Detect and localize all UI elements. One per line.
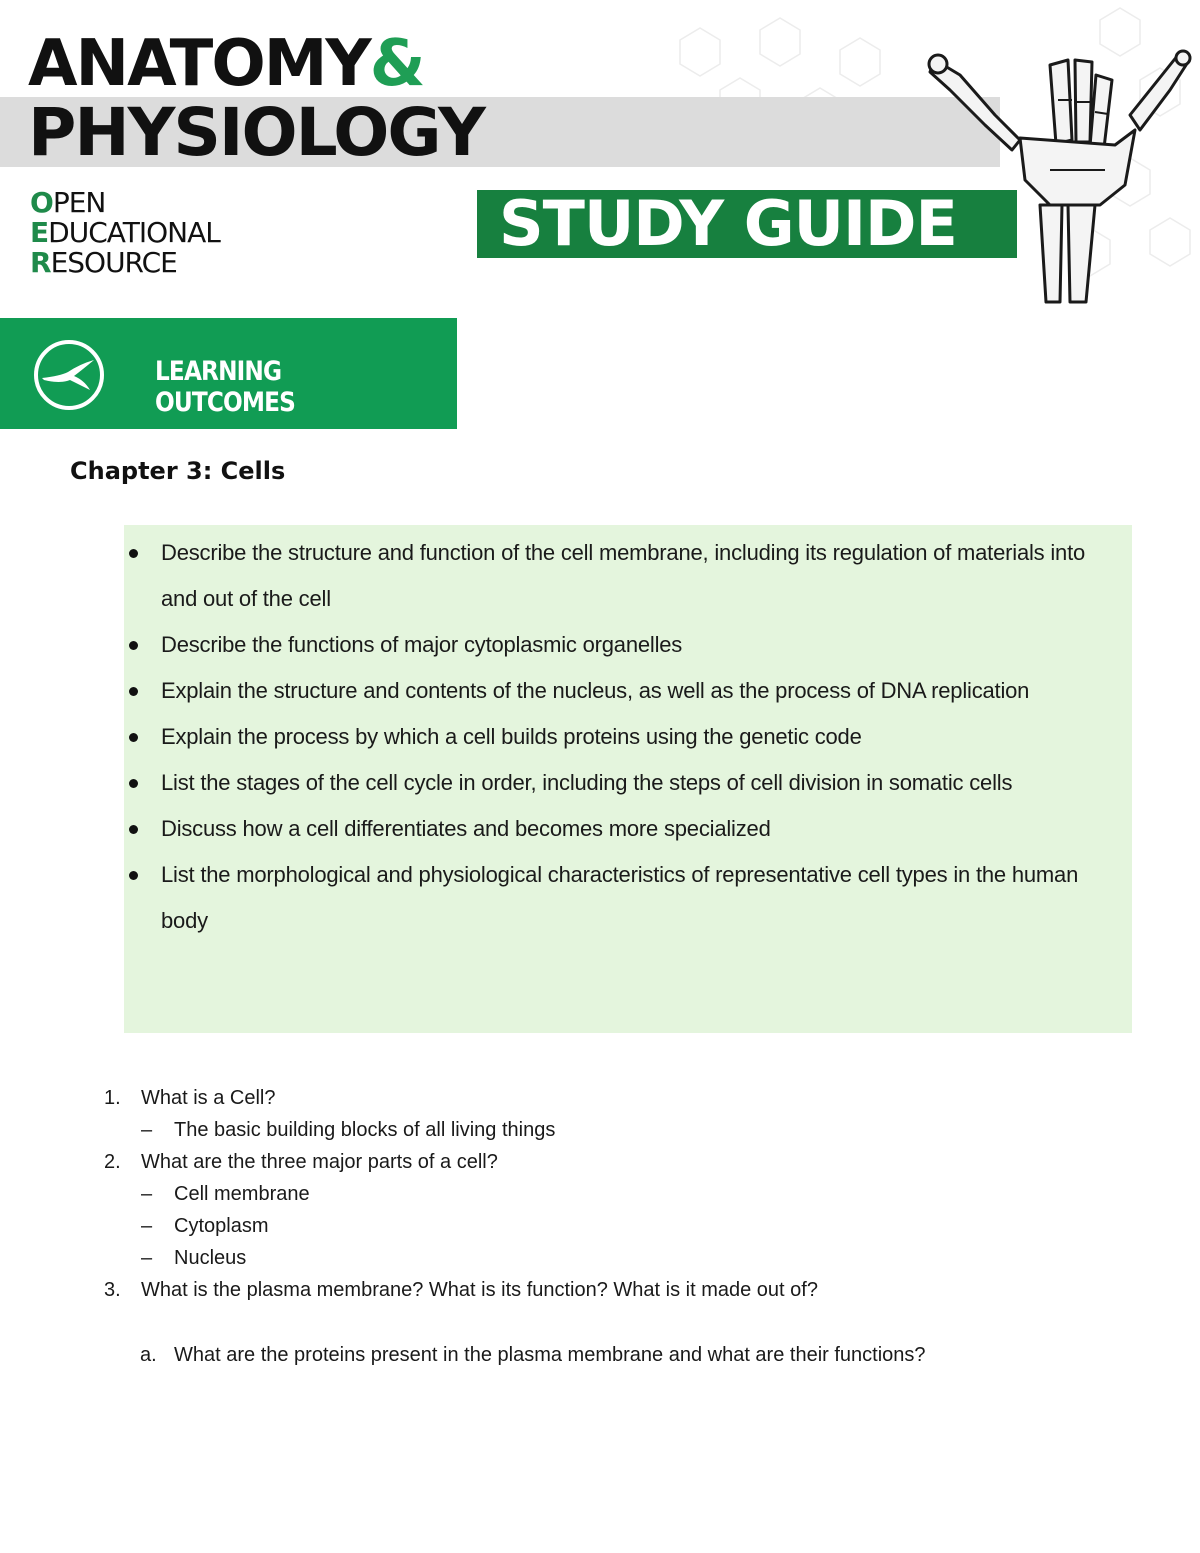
outcome-item: Describe the functions of major cytoplasmic organelles — [161, 622, 1102, 668]
outcome-item: Describe the structure and function of the cell membrane, including its regulation of materials into and out of the cell — [161, 530, 1102, 622]
question-text: What is a Cell? — [141, 1087, 276, 1109]
question-1 — [104, 1082, 1154, 1114]
outcomes-box — [124, 525, 1132, 1033]
question-number: 1. — [104, 1087, 121, 1109]
study-guide-banner: STUDY GUIDE — [477, 190, 1017, 258]
chapter-title: Chapter 3: Cells — [70, 457, 286, 485]
answer-list — [104, 1114, 1154, 1146]
outcome-item: Explain the structure and contents of the nucleus, as well as the process of DNA replication — [161, 668, 1102, 714]
sub-question-letter: a. — [140, 1344, 157, 1366]
questions-list — [104, 1082, 1154, 1371]
outcome-item: List the morphological and physiological characteristics of representative cell types in the human body — [161, 852, 1102, 944]
skeleton-hand-icon — [900, 20, 1200, 310]
answer-item: – Nucleus — [104, 1242, 1154, 1274]
bullet-icon — [129, 687, 138, 696]
title-anatomy: ANATOMY& — [28, 27, 424, 101]
outcomes-list — [161, 530, 1102, 944]
answer-item: – The basic building blocks of all living things — [104, 1114, 1154, 1146]
sub-question-a — [104, 1339, 1154, 1371]
sub-question-text: What are the proteins present in the plasma membrane and what are their functions? — [174, 1344, 926, 1366]
oer-line-resource: RESOURCE — [30, 246, 177, 279]
ampersand: & — [369, 27, 424, 101]
answer-list — [104, 1178, 1154, 1274]
question-2 — [104, 1146, 1154, 1178]
bullet-icon — [129, 825, 138, 834]
answer-item: – Cytoplasm — [104, 1210, 1154, 1242]
question-3 — [104, 1274, 1154, 1306]
question-text: What is the plasma membrane? What is its function? What is it made out of? — [141, 1279, 818, 1301]
dash-marker: – — [141, 1119, 153, 1141]
bullet-icon — [129, 641, 138, 650]
question-number: 3. — [104, 1279, 121, 1301]
learning-outcomes-label: LEARNING OUTCOMES — [155, 356, 296, 418]
dash-marker: – — [141, 1247, 153, 1269]
outcome-item: List the stages of the cell cycle in order, including the steps of cell division in somatic cells — [161, 760, 1102, 806]
oer-logo — [30, 188, 220, 278]
question-text: What are the three major parts of a cell? — [141, 1151, 498, 1173]
bullet-icon — [129, 871, 138, 880]
question-number: 2. — [104, 1151, 121, 1173]
dash-marker: – — [141, 1215, 153, 1237]
bullet-icon — [129, 779, 138, 788]
learning-outcomes-banner — [0, 318, 457, 429]
bird-emblem-icon — [32, 338, 106, 412]
answer-item: – Cell membrane — [104, 1178, 1154, 1210]
oer-line-educational: EDUCATIONAL — [30, 216, 220, 249]
outcome-item: Discuss how a cell differentiates and becomes more specialized — [161, 806, 1102, 852]
outcome-item: Explain the process by which a cell builds proteins using the genetic code — [161, 714, 1102, 760]
dash-marker: – — [141, 1183, 153, 1205]
bullet-icon — [129, 549, 138, 558]
oer-line-open: OPEN — [30, 186, 106, 219]
bullet-icon — [129, 733, 138, 742]
title-physiology: PHYSIOLOGY — [28, 94, 484, 171]
